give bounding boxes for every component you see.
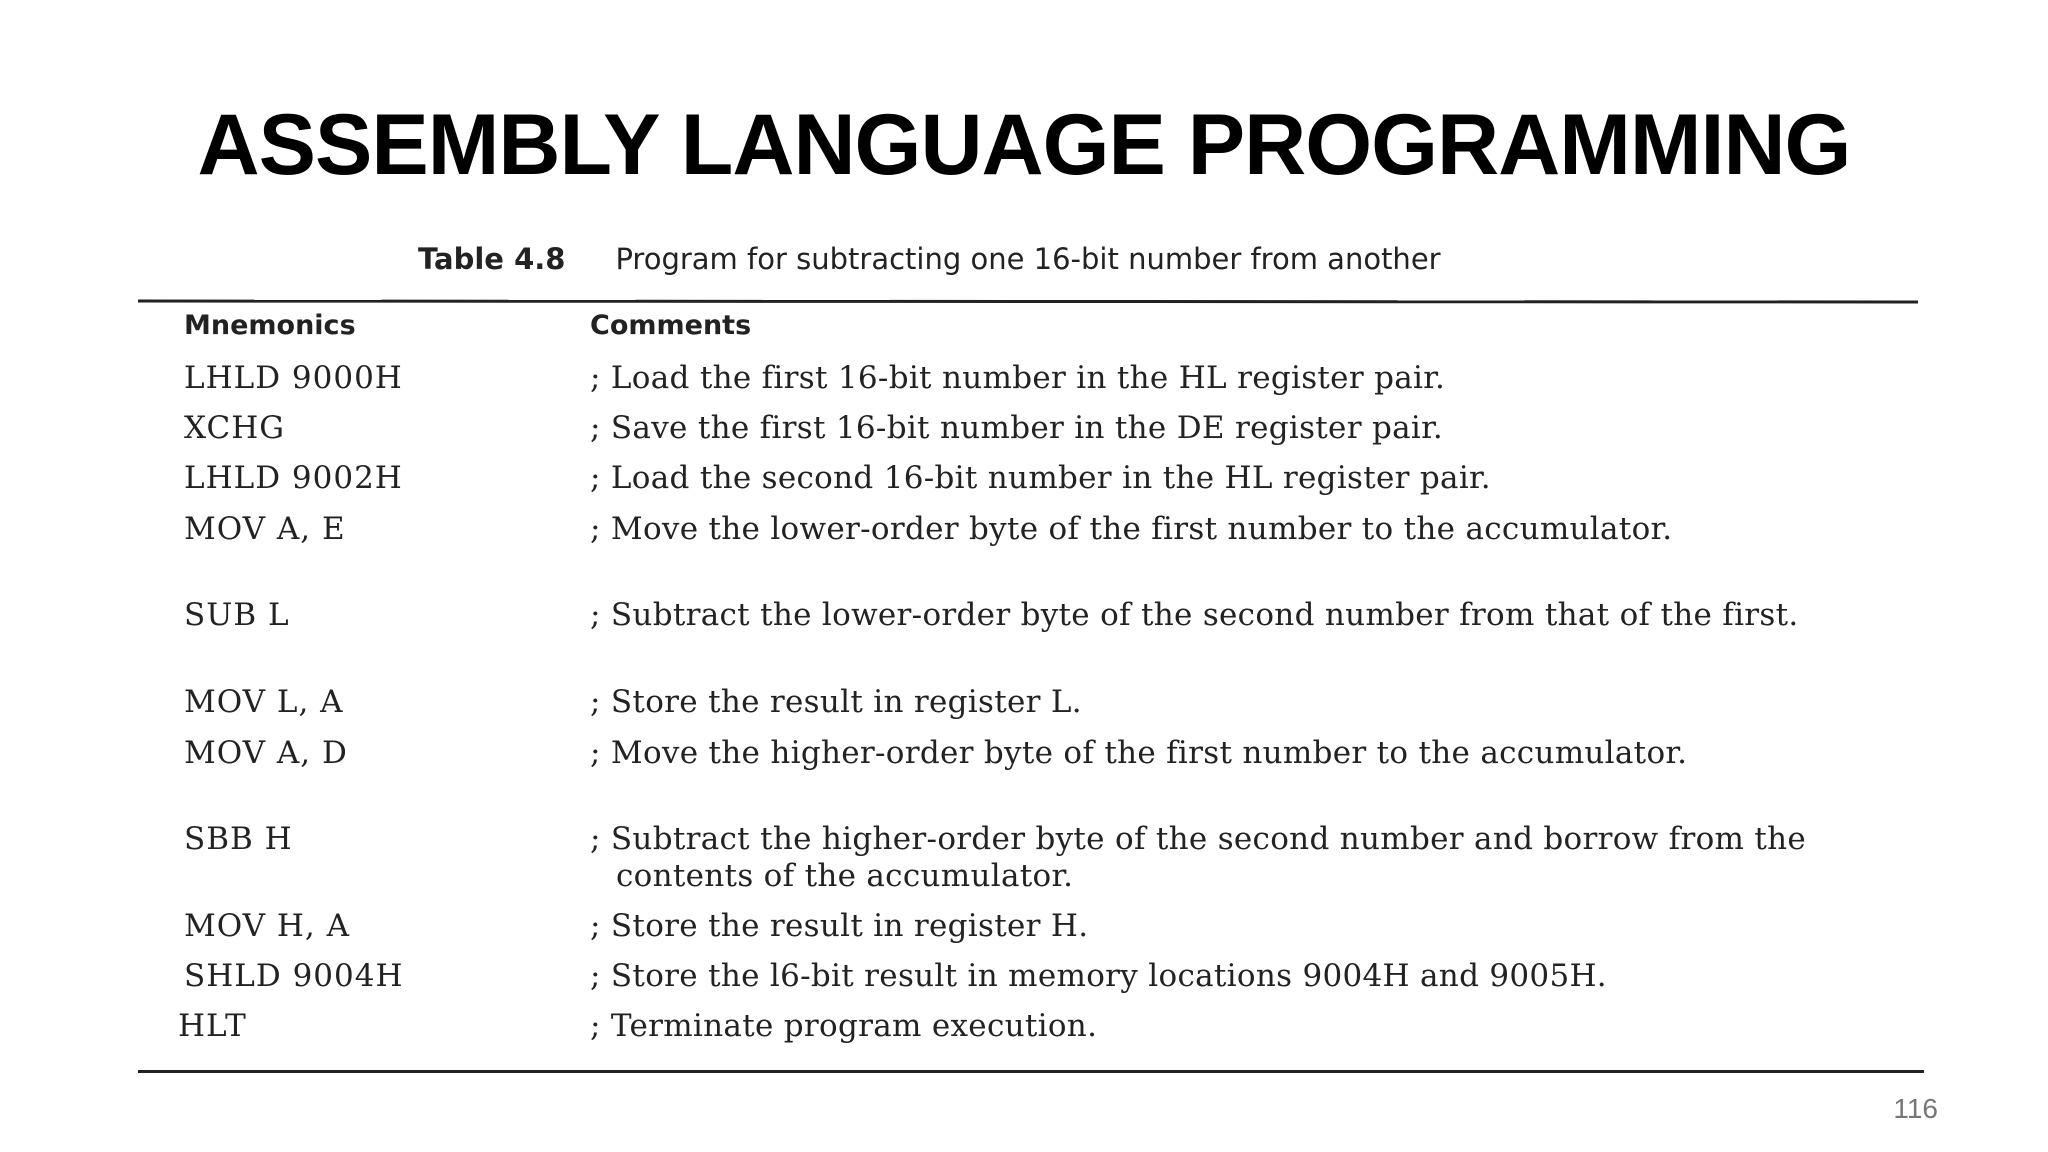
row-comment: ; Store the l6-bit result in memory locations 9004H and 9005H. (590, 958, 1607, 994)
row-comment: ; Load the first 16-bit number in the HL register pair. (590, 360, 1446, 396)
row-mnemonic: SHLD 9004H (184, 958, 404, 994)
row-mnemonic: HLT (178, 1008, 247, 1044)
page-number: 116 (1893, 1093, 1938, 1124)
row-mnemonic: MOV A, D (184, 735, 348, 771)
row-mnemonic: MOV H, A (184, 908, 350, 944)
column-header-comments: Comments (590, 310, 752, 341)
table-bottom-rule (138, 1070, 1924, 1073)
row-comment: ; Subtract the lower-order byte of the second number from that of the first. (590, 597, 1799, 633)
row-mnemonic: SUB L (184, 597, 290, 633)
row-mnemonic: SBB H (184, 821, 293, 857)
row-comment: ; Store the result in register H. (590, 908, 1089, 944)
row-comment: ; Store the result in register L. (590, 684, 1082, 720)
table-top-rule (138, 300, 1918, 304)
column-header-mnemonics: Mnemonics (184, 310, 356, 341)
table-caption-text: Program for subtracting one 16-bit number from another (615, 242, 1441, 276)
row-mnemonic: XCHG (184, 410, 286, 446)
table-caption (418, 242, 1441, 276)
row-comment: ; Move the higher-order byte of the first number to the accumulator. (590, 735, 1688, 771)
row-comment: ; Terminate program execution. (590, 1008, 1098, 1044)
row-comment: ; Load the second 16-bit number in the HL register pair. (590, 460, 1491, 496)
row-mnemonic: LHLD 9002H (184, 460, 403, 496)
row-comment: ; Subtract the higher-order byte of the second number and borrow from the contents of the accumulator. (590, 821, 1807, 894)
table-caption-number: Table 4.8 (418, 242, 566, 276)
row-mnemonic: MOV A, E (184, 511, 346, 547)
row-mnemonic: LHLD 9000H (184, 360, 403, 396)
slide-title: ASSEMBLY LANGUAGE PROGRAMMING (197, 97, 1851, 193)
row-comment: ; Move the lower-order byte of the first number to the accumulator. (590, 511, 1673, 547)
row-mnemonic: MOV L, A (184, 684, 344, 720)
row-comment: ; Save the first 16-bit number in the DE register pair. (590, 410, 1443, 446)
